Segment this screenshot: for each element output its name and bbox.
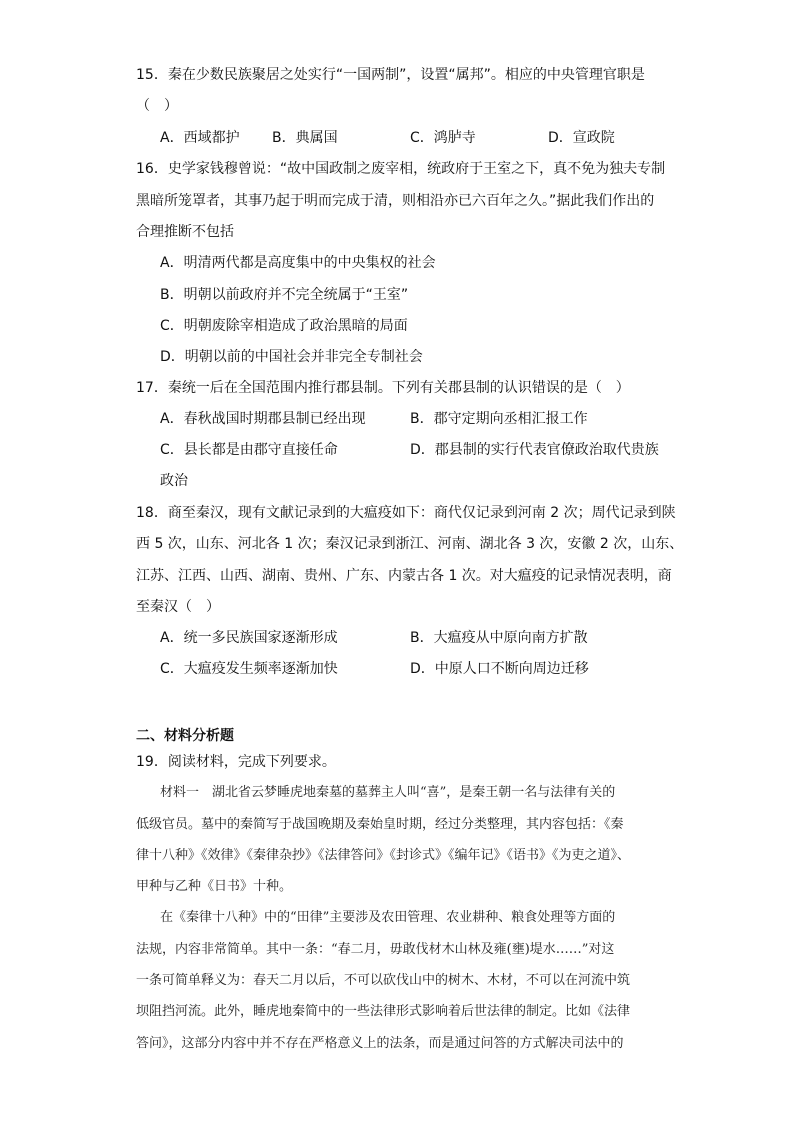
- section-heading: 二、材料分析题: [136, 728, 234, 744]
- q18-option-c[interactable]: C．大瘟疫发生频率逐渐加快: [160, 661, 338, 677]
- q15-option-b[interactable]: B．典属国: [272, 130, 338, 146]
- material-p1-line2: 低级官员。墓中的秦简写于战国晚期及秦始皇时期，经过分类整理，其内容包括：《秦: [136, 817, 624, 832]
- q16-option-a[interactable]: A．明清两代都是高度集中的中央集权的社会: [160, 255, 436, 271]
- material-p2-line3: 一条可简单释义为：春天二月以后，不可以砍伐山中的树木、木材，不可以在河流中筑: [136, 973, 631, 988]
- q18-option-a[interactable]: A．统一多民族国家逐渐形成: [160, 630, 338, 646]
- q15-stem-line1: 15．秦在少数民族聚居之处实行“一国两制”，设置“属邦”。相应的中央管理官职是: [136, 67, 645, 83]
- material-p2-line5: 答问》，这部分内容中并不存在严格意义上的法条，而是通过问答的方式解决司法中的: [136, 1036, 624, 1051]
- q17-option-d-continuation: 政治: [160, 473, 188, 489]
- q18-option-d[interactable]: D．中原人口不断向周边迁移: [410, 661, 589, 677]
- q17-option-a[interactable]: A．春秋战国时期郡县制已经出现: [160, 411, 366, 427]
- material-p1-line1: 材料一 湖北省云梦睡虎地秦墓的墓葬主人叫“喜”，是秦王朝一名与法律有关的: [160, 785, 616, 800]
- q16-option-d[interactable]: D．明朝以前的中国社会并非完全专制社会: [160, 349, 423, 365]
- q17-option-b[interactable]: B．郡守定期向丞相汇报工作: [410, 411, 588, 427]
- q18-stem-line3: 江苏、江西、山西、湖南、贵州、广东、内蒙古各 1 次。对大瘟疫的记录情况表明，商: [136, 568, 672, 584]
- q15-stem-line2: （ ）: [136, 98, 178, 114]
- q18-option-b[interactable]: B．大瘟疫从中原向南方扩散: [410, 630, 588, 646]
- material-p2-line1: 在《秦律十八种》中的“田律”主要涉及农田管理、农业耕种、粮食处理等方面的: [160, 910, 616, 925]
- material-p2-line2: 法规，内容非常简单。其中一条：“春二月，毋敢伐材木山林及雍(壅)堤水……”对这: [136, 942, 615, 957]
- q18-stem-line2: 西 5 次，山东、河北各 1 次；秦汉记录到浙江、河南、湖北各 3 次，安徽 2 次，山东、: [136, 536, 684, 552]
- q16-stem-line3: 合理推断不包括: [136, 224, 234, 240]
- q18-stem-line4: 至秦汉（ ）: [136, 599, 220, 615]
- material-p1-line4: 甲种与乙种《日书》十种。: [136, 879, 293, 894]
- q16-option-b[interactable]: B．明朝以前政府并不完全统属于“王室”: [160, 287, 409, 303]
- q19-stem: 19．阅读材料，完成下列要求。: [136, 754, 336, 770]
- q17-option-d[interactable]: D．郡县制的实行代表官僚政治取代贵族: [410, 442, 659, 458]
- q16-option-c[interactable]: C．明朝废除宰相造成了政治黑暗的局面: [160, 318, 408, 334]
- q17-option-c[interactable]: C．县长都是由郡守直接任命: [160, 442, 338, 458]
- q16-stem-line2: 黑暗所笼罩者，其事乃起于明而完成于清，则相沿亦已六百年之久。”据此我们作出的: [136, 193, 655, 209]
- q15-option-d[interactable]: D．宣政院: [548, 130, 615, 146]
- q15-option-c[interactable]: C．鸿胪寺: [410, 130, 476, 146]
- q18-stem-line1: 18．商至秦汉，现有文献记录到的大瘟疫如下：商代仅记录到河南 2 次；周代记录到陕: [136, 505, 676, 521]
- material-p2-line4: 坝阻挡河流。此外，睡虎地秦简中的一些法律形式影响着后世法律的制定。比如《法律: [136, 1004, 631, 1019]
- q15-option-a[interactable]: A．西域都护: [160, 130, 240, 146]
- q16-stem-line1: 16．史学家钱穆曾说：“故中国政制之废宰相，统政府于王室之下，真不免为独夫专制: [136, 161, 666, 177]
- q17-stem-line1: 17．秦统一后在全国范围内推行郡县制。下列有关郡县制的认识错误的是（ ）: [136, 380, 630, 396]
- material-p1-line3: 律十八种》《效律》《秦律杂抄》《法律答问》《封诊式》《编年记》《语书》《为吏之道》、: [136, 848, 631, 863]
